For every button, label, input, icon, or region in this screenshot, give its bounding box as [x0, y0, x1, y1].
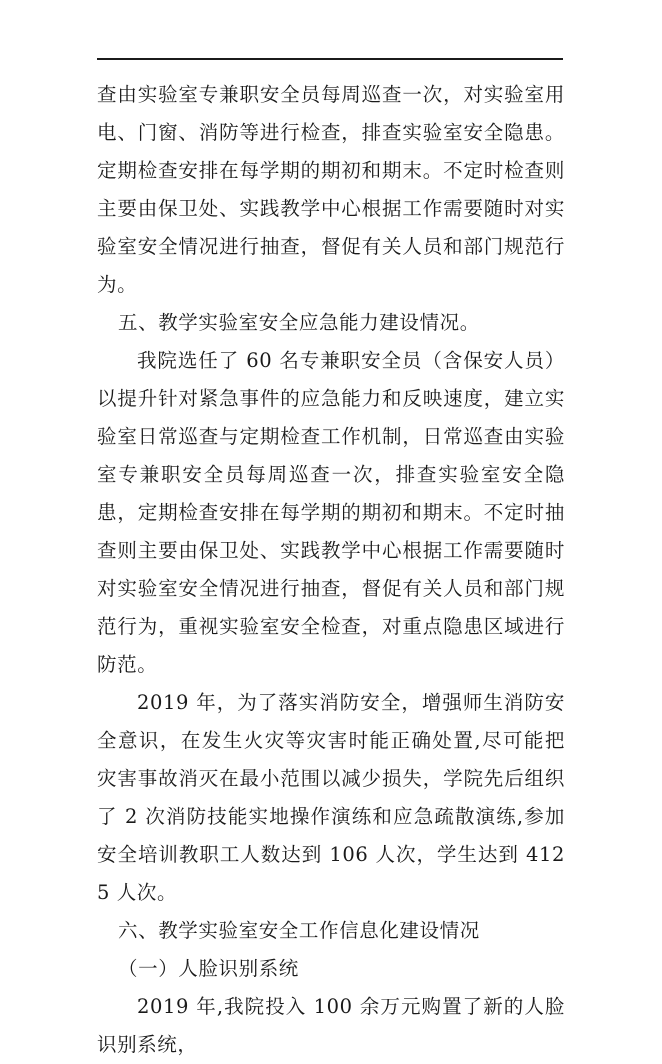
paragraph-safety-staff: 我院选任了 60 名专兼职安全员（含保安人员）以提升针对紧急事件的应急能力和反映速度，建立实验室日常巡查与定期检查工作机制，日常巡查由实验室专兼职安全员每周巡查一次，排查实验室安全隐患，定期检查安排在每学期的期初和期末。不定时抽查则主要由保卫处、实践教学中心根据工作需要随时对实验室安全情况进行抽查，督促有关人员和部门规范行为，重视实验室安全检查，对重点隐患区域进行防范。: [97, 349, 565, 676]
header-rule-container: [97, 58, 563, 61]
subsection-heading-one: （一）人脸识别系统: [118, 957, 299, 980]
section-heading-five: 五、教学实验室安全应急能力建设情况。: [118, 311, 480, 334]
paragraph-face-recognition: 2019 年,我院投入 100 余万元购置了新的人脸识别系统，: [97, 995, 565, 1056]
paragraph-fire-drills: 2019 年，为了落实消防安全，增强师生消防安全意识，在发生火灾等灾害时能正确处置,尽可能把灾害事故消灭在最小范围以减少损失，学院先后组织了 2 次消防技能实地操作演练和应急疏散演练,参加安全培训教职工人数达到 106 人次，学生达到 4125 人次。: [97, 691, 565, 904]
paragraph-continuation: 查由实验室专兼职安全员每周巡查一次，对实验室用电、门窗、消防等进行检查，排查实验室安全隐患。定期检查安排在每学期的期初和期末。不定时检查则主要由保卫处、实践教学中心根据工作需要随时对实验室安全情况进行抽查，督促有关人员和部门规范行为。: [97, 83, 565, 296]
section-heading-six: 六、教学实验室安全工作信息化建设情况: [118, 919, 480, 942]
header-horizontal-rule: [97, 58, 563, 60]
document-body: [97, 76, 565, 1064]
